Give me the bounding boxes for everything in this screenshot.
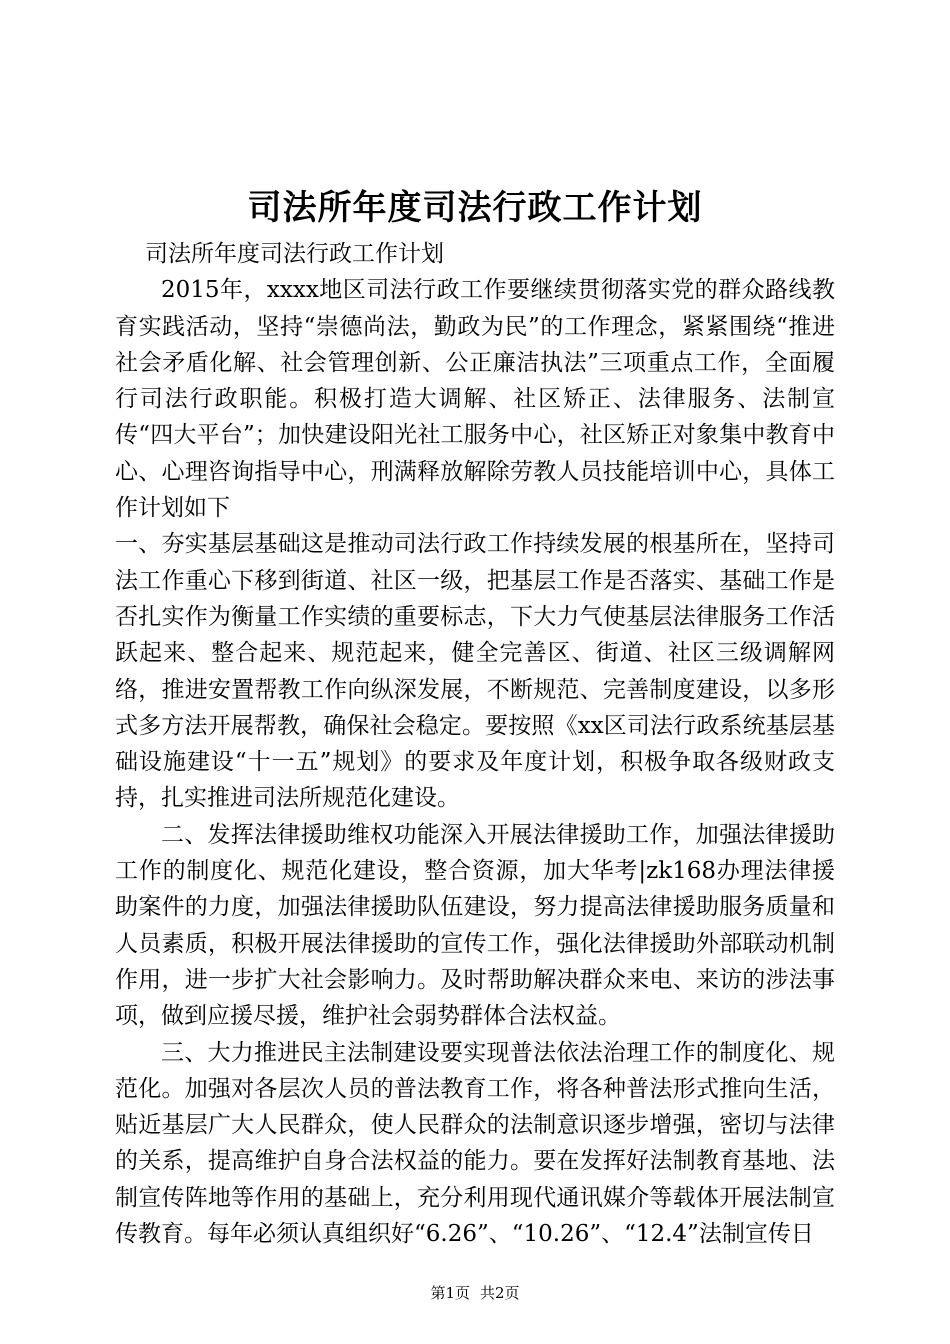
document-title: 司法所年度司法行政工作计划 xyxy=(247,188,703,228)
page-total: 共2页 xyxy=(480,1284,520,1302)
document-subtitle: 司法所年度司法行政工作计划 xyxy=(145,241,444,267)
paragraph-section-1: 一、夯实基层基础这是推动司法行政工作持续发展的根基所在，坚持司法工作重心下移到街道、社区一级，把基层工作是否落实、基础工作是否扎实作为衡量工作实绩的重要标志，下大力气使基层法律服务工作活跃起来、整合起来、规范起来，健全完善区、街道、社区三级调解网络，推进安置帮教工作向纵深发展，不断规范、完善制度建设，以多形式多方法开展帮教，确保社会稳定。要按照《xx区司法行政系统基层基础设施建设“十一五”规划》的要求及年度计划，积极争取各级财政支持，扎实推进司法所规范化建设。 xyxy=(115,531,835,812)
page-number: 第1页 xyxy=(430,1284,470,1302)
paragraph-section-3: 三、大力推进民主法制建设要实现普法依法治理工作的制度化、规范化。加强对各层次人员的普法教育工作，将各种普法形式推向生活，贴近基层广大人民群众，使人民群众的法制意识逐步增强，密切与法律的关系，提高维护自身合法权益的能力。要在发挥好法制教育基地、法制宣传阵地等作用的基础上，充分利用现代通讯媒介等载体开展法制宣传教育。每年必须认真组织好“6.26”、“10.26”、“12.4”法制宣传日 xyxy=(115,1039,835,1248)
paragraph-section-2: 二、发挥法律援助维权功能深入开展法律援助工作，加强法律援助工作的制度化、规范化建设，整合资源，加大华考|zk168办理法律援助案件的力度，加强法律援助队伍建设，努力提高法律援助服务质量和人员素质，积极开展法律援助的宣传工作，强化法律援助外部联动机制作用，进一步扩大社会影响力。及时帮助解决群众来电、来访的涉法事项，做到应援尽援，维护社会弱势群体合法权益。 xyxy=(115,821,835,1030)
paragraph-intro: 2015年，xxxx地区司法行政工作要继续贯彻落实党的群众路线教育实践活动，坚持“崇德尚法，勤政为民”的工作理念，紧紧围绕“推进社会矛盾化解、社会管理创新、公正廉洁执法”三项重点工作，全面履行司法行政职能。积极打造大调解、社区矫正、法律服务、法制宣传“四大平台”；加快建设阳光社工服务中心，社区矫正对象集中教育中心、心理咨询指导中心，刑满释放解除劳教人员技能培训中心，具体工作计划如下 xyxy=(115,277,835,522)
document-body xyxy=(115,236,835,1252)
page-footer xyxy=(0,1282,950,1303)
